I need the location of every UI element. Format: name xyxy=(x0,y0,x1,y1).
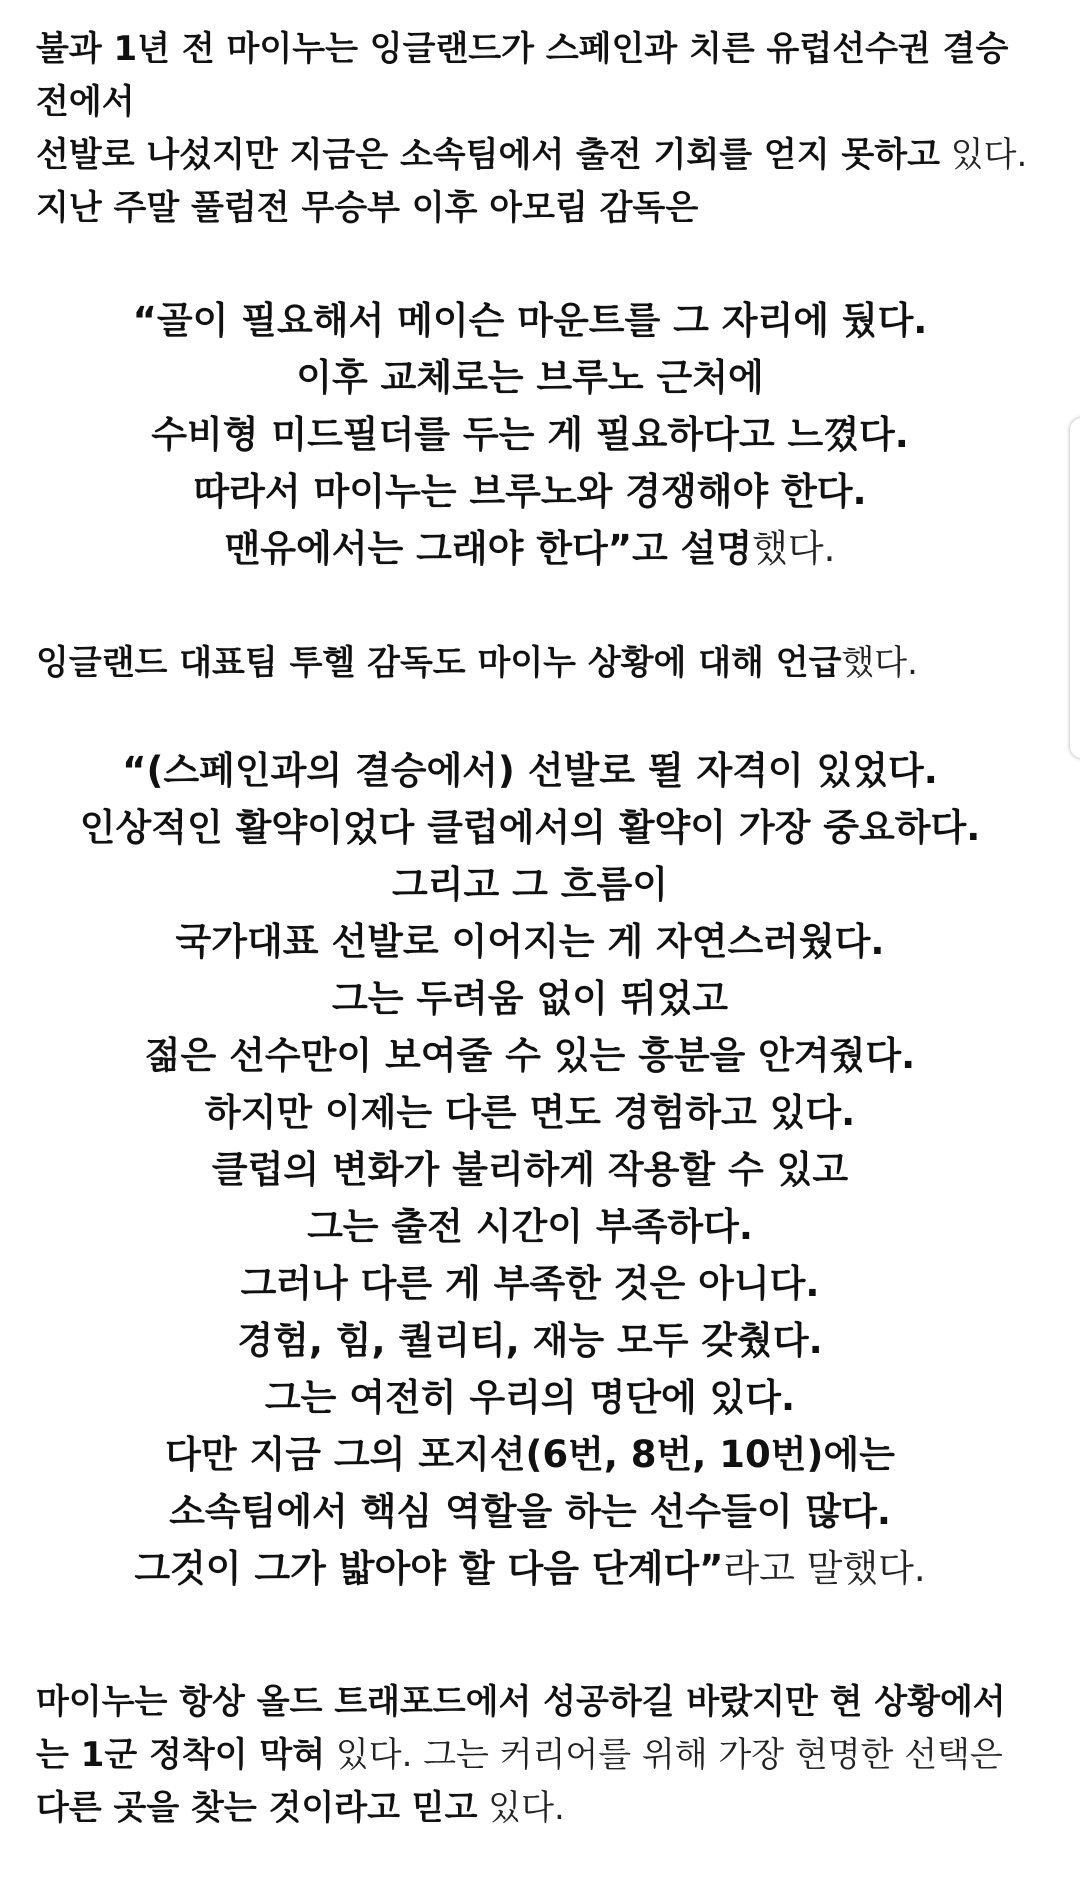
tuchel-quote-line-3: 그리고 그 흐름이 xyxy=(392,863,668,906)
closing-line-1: 마이누는 항상 올드 트래포드에서 성공하길 바랐지만 현 상황에서 xyxy=(36,1682,1006,1722)
tuchel-quote-line-10: 그러나 다른 게 부족한 것은 아니다. xyxy=(240,1262,820,1305)
tuchel-quote-line-2: 인상적인 활약이었다 클럽에서의 활약이 가장 중요하다. xyxy=(79,806,981,849)
amorim-quote-line-3: 수비형 미드필더를 두는 게 필요하다고 느꼈다. xyxy=(151,413,909,456)
tuchel-quote-line-1: “(스페인과의 결승에서) 선발로 뛸 자격이 있었다. xyxy=(122,749,938,792)
tuchel-quote-line-14: 소속팀에서 핵심 역할을 하는 선수들이 많다. xyxy=(169,1490,891,1533)
tuchel-quote-line-15 xyxy=(0,1540,1060,1597)
amorim-quote-line-1: “골이 필요해서 메이슨 마운트를 그 자리에 뒀다. xyxy=(132,299,928,342)
intro-paragraph xyxy=(36,23,1036,235)
intro-line-4: 지난 주말 풀럼전 무승부 이후 아모림 감독은 xyxy=(36,188,699,228)
amorim-quote xyxy=(0,292,1060,577)
tuchel-quote-line-12: 그는 여전히 우리의 명단에 있다. xyxy=(264,1376,796,1419)
tuchel-quote-line-4: 국가대표 선발로 이어지는 게 자연스러웠다. xyxy=(175,920,885,963)
closing-line-2-bold: 는 1군 정착이 막혀 xyxy=(36,1735,326,1775)
tuchel-quote-line-15-bold: 그것이 그가 밟아야 할 다음 단계다” xyxy=(134,1547,724,1590)
tuchel-intro-paragraph xyxy=(36,637,1036,690)
scrollbar-handle[interactable] xyxy=(1070,418,1080,758)
tuchel-quote-line-9: 그는 출전 시간이 부족하다. xyxy=(307,1205,753,1248)
tuchel-quote-line-5: 그는 두려움 없이 뛰었고 xyxy=(331,977,729,1020)
intro-line-3 xyxy=(36,129,1036,182)
amorim-quote-line-2: 이후 교체로는 브루노 근처에 xyxy=(296,356,764,399)
tuchel-quote-line-8: 클럽의 변화가 불리하게 작용할 수 있고 xyxy=(211,1148,849,1191)
closing-line-2-normal: 있다. 그는 커리어를 위해 가장 현명한 선택은 xyxy=(325,1735,1003,1775)
intro-line-3-normal: 있다. xyxy=(939,135,1028,175)
intro-line-3-bold: 선발로 나섰지만 지금은 소속팀에서 출전 기회를 얻지 못하고 xyxy=(36,135,940,175)
tuchel-quote-line-6: 젊은 선수만이 보여줄 수 있는 흥분을 안겨줬다. xyxy=(144,1034,916,1077)
closing-paragraph xyxy=(36,1676,1036,1835)
amorim-quote-line-4: 따라서 마이누는 브루노와 경쟁해야 한다. xyxy=(193,470,867,513)
tuchel-quote xyxy=(0,742,1060,1597)
tuchel-intro-bold: 잉글랜드 대표팀 투헬 감독도 마이누 상황에 대해 언급 xyxy=(36,643,842,683)
amorim-quote-line-5-bold: 맨유에서는 그래야 한다”고 설명 xyxy=(224,527,753,570)
tuchel-quote-line-7: 하지만 이제는 다른 면도 경험하고 있다. xyxy=(204,1091,856,1134)
closing-line-3-normal: 있다. xyxy=(477,1788,565,1828)
closing-line-2 xyxy=(36,1729,1036,1782)
tuchel-quote-line-13: 다만 지금 그의 포지션(6번, 8번, 10번)에는 xyxy=(165,1433,895,1476)
intro-line-1: 불과 1년 전 마이누는 잉글랜드가 스페인과 치른 유럽선수권 결승 xyxy=(36,29,1009,69)
tuchel-quote-line-15-normal: 라고 말했다. xyxy=(723,1547,926,1590)
closing-line-3-bold: 다른 곳을 찾는 것이라고 믿고 xyxy=(36,1788,478,1828)
amorim-quote-line-5 xyxy=(0,520,1060,577)
tuchel-intro-normal: 했다. xyxy=(841,643,918,683)
tuchel-quote-line-11: 경험, 힘, 퀄리티, 재능 모두 갖췄다. xyxy=(237,1319,823,1362)
tuchel-intro-line xyxy=(36,637,1036,690)
amorim-quote-line-5-normal: 했다. xyxy=(752,527,836,570)
closing-line-3 xyxy=(36,1782,1036,1835)
intro-line-2: 전에서 xyxy=(36,82,135,122)
